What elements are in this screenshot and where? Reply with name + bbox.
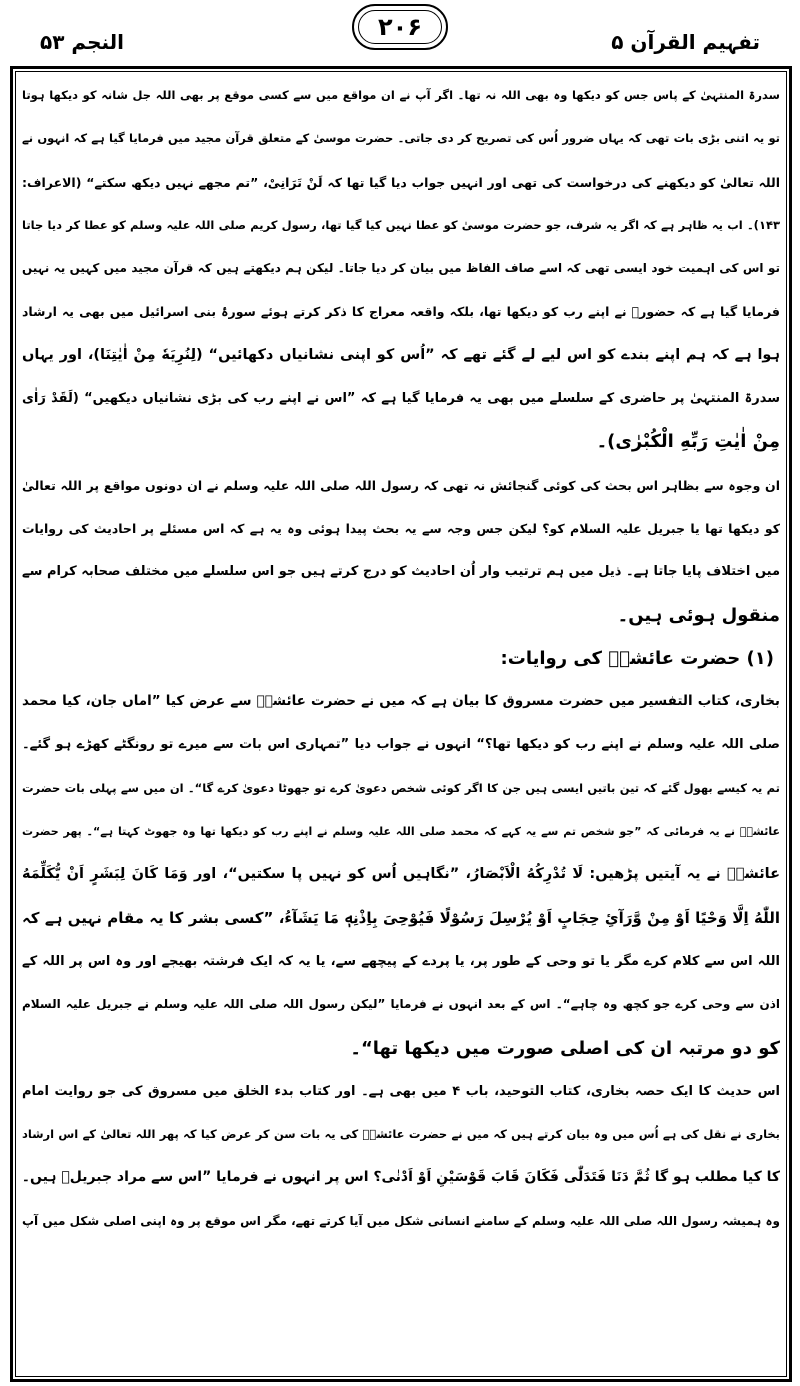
- text-line: صلی اللہ علیہ وسلم نے اپنے رب کو دیکھا تھا؟“ انہوں نے جواب دیا ”تمہاری اس بات سے میرے تو رونگٹے کھڑے ہو گئے۔: [22, 737, 780, 753]
- text-line: کو دو مرتبہ ان کی اصلی صورت میں دیکھا تھا“۔: [350, 1037, 780, 1059]
- text-line: تم یہ کیسے بھول گئے کہ تین باتیں ایسی ہیں جن کا اگر کوئی شخص دعویٰ کرے تو جھوٹا دعویٰ کرے گا“۔ ان میں سے پہلی بات حضرت: [22, 780, 780, 795]
- section-heading: (۱) حضرت عائشہؓ کی روایات:: [500, 647, 774, 669]
- text-line: تو اس کی اہمیت خود ایسی تھی کہ اسے صاف الفاظ میں بیان کر دیا جاتا۔ لیکن ہم دیکھتے ہیں کہ قرآن مجید میں کہیں یہ نہیں: [22, 261, 780, 276]
- text-line: میں اختلاف پایا جاتا ہے۔ ذیل میں ہم ترتیب وار اُن احادیث کو درج کرتے ہیں جو اس سلسلے میں مختلف صحابہ کرام سے: [22, 564, 780, 580]
- text-line: سدرۃ المنتہیٰ پر حاضری کے سلسلے میں بھی یہ فرمایا گیا ہے کہ ”اس نے اپنے رب کی بڑی نشانیاں دیکھیں“ (لَقَدْ رَاٰی: [22, 391, 780, 407]
- text-line: فرمایا گیا ہے کہ حضورؐ نے اپنے رب کو دیکھا تھا، بلکہ واقعہ معراج کا ذکر کرتے ہوئے سورۂ بنی اسرائیل میں بھی یہ ارشاد: [22, 304, 780, 320]
- text-line: تو یہ اتنی بڑی بات تھی کہ یہاں ضرور اُس کی تصریح کر دی جاتی۔ حضرت موسیٰ کے متعلق قرآن مجید میں فرمایا گیا ہے کہ انہوں نے: [22, 131, 780, 146]
- text-line: بخاری، کتاب التفسیر میں حضرت مسروق کا بیان ہے کہ میں نے حضرت عائشہؓ سے عرض کیا ”اماں جان، کیا محمد: [22, 693, 780, 710]
- text-line: ۱۴۳)۔ اب یہ ظاہر ہے کہ اگر یہ شرف، جو حضرت موسیٰ کو عطا نہیں کیا گیا تھا، رسول کریم صلی اللہ علیہ وسلم کو عطا کر دیا جاتا: [22, 217, 780, 232]
- text-line: اللّٰهُ اِلَّا وَحْیًا اَوْ مِنْ وَّرَآئِ حِجَابٍ اَوْ یُرْسِلَ رَسُوْلًا فَیُوْحِیَ بِاِذْنِهٖ مَا یَشَآءُ، ”کسی بشر کا یہ مقام نہیں ہے کہ: [22, 908, 780, 927]
- text-line: ہوا ہے کہ ہم اپنے بندے کو اس لیے لے گئے تھے کہ ”اُس کو اپنی نشانیاں دکھائیں“ (لِنُرِیَهٗ مِنْ اٰیٰتِنَا)، اور یہاں: [22, 346, 780, 363]
- text-line: عائشہؓ نے یہ فرمائی کہ ”جو شخص تم سے یہ کہے کہ محمد صلی اللہ علیہ وسلم نے اپنے رب کو دیکھا تھا وہ جھوٹ کہتا ہے“۔ پھر حضرت: [22, 825, 780, 839]
- page-header: [0, 0, 800, 64]
- text-line: وہ ہمیشہ رسول اللہ صلی اللہ علیہ وسلم کے سامنے انسانی شکل میں آیا کرتے تھے، مگر اس موقع پر وہ اپنی اصلی شکل میں آپ: [22, 1213, 780, 1228]
- text-line: اللہ تعالیٰ کو دیکھنے کی درخواست کی تھی اور انہیں جواب دیا گیا تھا کہ لَنْ تَرَانِیْ، ”تم مجھے نہیں دیکھ سکتے“ (الاعراف:: [22, 174, 780, 190]
- page-number: ۲۰۶: [378, 13, 422, 41]
- text-line: اللہ اس سے کلام کرے مگر یا تو وحی کے طور پر، یا پردے کے پیچھے سے، یا یہ کہ ایک فرشتہ بھیجے اور وہ اس پر اللہ کے: [22, 953, 780, 969]
- surah-title: النجم ۵۳: [40, 30, 125, 54]
- text-line: ان وجوہ سے بظاہر اس بحث کی کوئی گنجائش نہ تھی کہ رسول اللہ صلی اللہ علیہ وسلم نے ان دونوں مواقع پر اللہ تعالیٰ: [22, 477, 780, 493]
- text-line: کا کیا مطلب ہو گا ثُمَّ دَنَا فَتَدَلّٰی فَکَانَ قَابَ قَوْسَیْنِ اَوْ اَدْنٰی؟ اس پر انہوں نے فرمایا ”اس سے مراد جبریلؑ ہیں۔: [22, 1169, 780, 1186]
- text-line: بخاری نے نقل کی ہے اُس میں وہ بیان کرتے ہیں کہ میں نے حضرت عائشہؓ کی یہ بات سن کر عرض کیا کہ پھر اللہ تعالیٰ کے اس ارشاد: [22, 1127, 780, 1142]
- text-line: اس حدیث کا ایک حصہ بخاری، کتاب التوحید، باب ۴ میں بھی ہے۔ اور کتاب بدء الخلق میں مسروق کی جو روایت امام: [22, 1083, 780, 1099]
- text-line: اذن سے وحی کرے جو کچھ وہ چاہے“۔ اس کے بعد انہوں نے فرمایا ”لیکن رسول اللہ صلی اللہ علیہ وسلم نے جبریل علیہ السلام: [22, 997, 780, 1012]
- book-title: تفہیم القرآن ۵: [611, 30, 760, 54]
- text-line: عائشہؓ نے یہ آیتیں پڑھیں: لَا تُدْرِکُهُ الْاَبْصَارُ، ”نگاہیں اُس کو نہیں پا سکتیں“، اور وَمَا کَانَ لِبَشَرٍ اَنْ یُّکَلِّمَهُ: [22, 866, 780, 883]
- text-line: مِنْ اٰیٰتِ رَبِّهِ الْکُبْرٰی)۔: [596, 431, 780, 453]
- page-body: [22, 74, 780, 1374]
- text-line: منقول ہوئی ہیں۔: [617, 604, 780, 626]
- text-line: کو دیکھا تھا یا جبریل علیہ السلام کو؟ لیکن جس وجہ سے یہ بحث پیدا ہوئی وہ یہ ہے کہ اس مسئلے پر احادیث کی روایات: [22, 520, 780, 536]
- page-number-badge: [352, 4, 448, 50]
- text-line: سدرۃ المنتہیٰ کے پاس جس کو دیکھا وہ بھی اللہ نہ تھا۔ اگر آپ نے ان مواقع میں سے کسی موقع پر بھی اللہ جل شانہ کو دیکھا ہوتا: [22, 88, 780, 102]
